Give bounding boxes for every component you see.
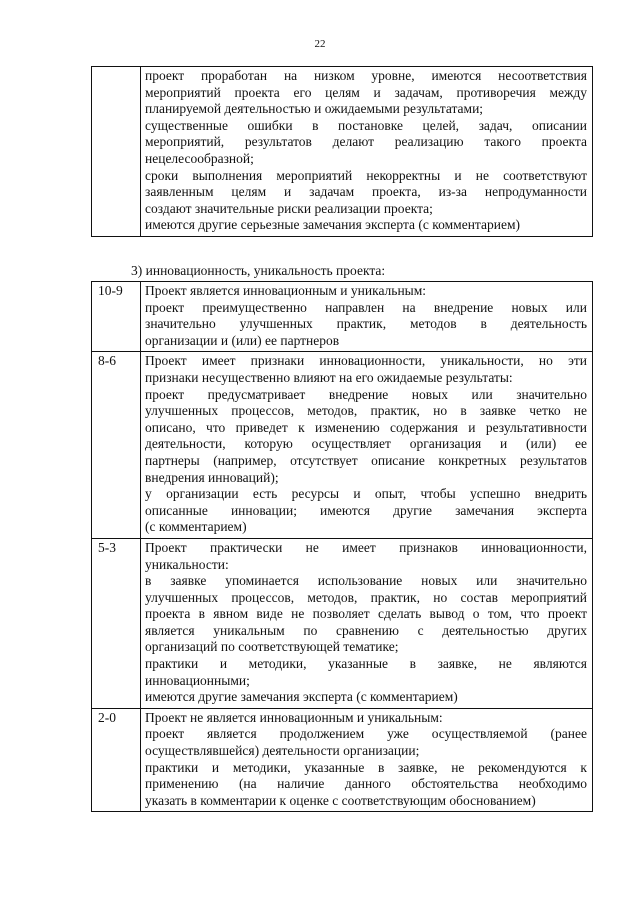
- description-line: проект проработан на низком уровне, имеются несоответствия: [145, 68, 587, 83]
- description-line: Проект не является инновационным и уникальным:: [145, 709, 443, 725]
- description-line: осуществлявшейся) деятельности организации;: [145, 743, 420, 759]
- description-line: мероприятий проекта его целям и задачам, противоречия между: [145, 84, 587, 100]
- description-line: планируемой деятельностью и ожидаемыми результатами;: [145, 101, 484, 117]
- description-line: (с комментарием): [145, 519, 247, 535]
- description-line: описано, что приведет к изменению содержания и результативности: [145, 419, 587, 435]
- description-line: Проект является инновационным и уникальным:: [145, 283, 427, 298]
- description-line: нецелесообразной;: [145, 150, 254, 166]
- description-line: Проект практически не имеет признаков инновационности,: [145, 539, 587, 555]
- score-cell: [92, 67, 141, 237]
- description-line: организации и (или) ее партнеров: [145, 332, 340, 348]
- score-cell: 5-3: [92, 538, 141, 708]
- description-cell: [141, 708, 593, 812]
- page-number: 22: [314, 38, 326, 50]
- description-line: в заявке упоминается использование новых или значительно: [145, 573, 587, 589]
- description-line: проект преимущественно направлен на внедрение новых или: [145, 299, 587, 315]
- description-line: является уникальным по сравнению с деятельностью других: [145, 622, 587, 638]
- score-cell: 10-9: [92, 282, 141, 352]
- description-line: сроки выполнения мероприятий некорректны и не соответствуют: [145, 167, 587, 183]
- description-line: значительно улучшенных практик, методов в деятельность: [145, 316, 587, 332]
- description-line: признаки несущественно влияют на его ожидаемые результаты:: [145, 369, 513, 385]
- description-cell: [141, 67, 593, 237]
- description-line: имеются другие замечания эксперта (с комментарием): [145, 689, 458, 705]
- description-line: у организации есть ресурсы и опыт, чтобы успешно внедрить: [145, 486, 587, 502]
- score-cell: 8-6: [92, 352, 141, 539]
- description-cell: [141, 352, 593, 539]
- description-line: Проект имеет признаки инновационности, уникальности, но эти: [145, 353, 587, 369]
- description-line: проект предусматривает внедрение новых или значительно: [145, 386, 587, 402]
- description-line: существенные ошибки в постановке целей, задач, описании: [145, 117, 587, 133]
- description-line: деятельности, которую осуществляет организация и (или) ее: [145, 436, 587, 452]
- table-row: [92, 352, 593, 539]
- description-line: проект является продолжением уже осуществляемой (ранее: [145, 726, 587, 742]
- description-line: инновационными;: [145, 672, 250, 688]
- table-row: [92, 67, 593, 237]
- table-row: [92, 282, 593, 352]
- description-line: партнеры (например, отсутствует описание конкретных результатов: [145, 452, 587, 468]
- description-cell: [141, 282, 593, 352]
- description-line: создают значительные риски реализации проекта;: [145, 200, 433, 216]
- description-cell: [141, 538, 593, 708]
- description-line: мероприятий, результатов делают реализацию такого проекта: [145, 134, 587, 150]
- criteria-table-innovation: [91, 281, 593, 812]
- table-row: [92, 708, 593, 812]
- description-line: улучшенных процессов, методов, практик, но состав мероприятий: [145, 589, 587, 605]
- description-line: улучшенных процессов, методов, практик, но в заявке четко не: [145, 403, 587, 419]
- criteria-table-continued: [91, 66, 593, 237]
- description-line: проекта в явном виде не позволяет сделать вывод о том, что проект: [145, 606, 587, 622]
- description-line: внедрения инноваций);: [145, 469, 279, 485]
- description-line: практики и методики, указанные в заявке, не рекомендуются к: [145, 759, 587, 775]
- description-line: применению (на наличие данного обстоятельства необходимо: [145, 776, 587, 792]
- description-line: имеются другие серьезные замечания эксперта (с комментарием): [145, 217, 520, 233]
- description-line: заявленным целям и задачам проекта, из-за непродуманности: [145, 184, 587, 200]
- description-line: описанные инновации; имеются другие замечания эксперта: [145, 502, 587, 518]
- description-line: практики и методики, указанные в заявке, не являются: [145, 656, 587, 672]
- score-cell: 2-0: [92, 708, 141, 812]
- section-heading: 3) инновационность, уникальность проекта:: [131, 263, 386, 278]
- description-line: организаций по соответствующей тематике;: [145, 639, 399, 655]
- description-line: указать в комментарии к оценке с соответствующим обоснованием): [145, 792, 536, 808]
- table-row: [92, 538, 593, 708]
- description-line: уникальности:: [145, 556, 229, 572]
